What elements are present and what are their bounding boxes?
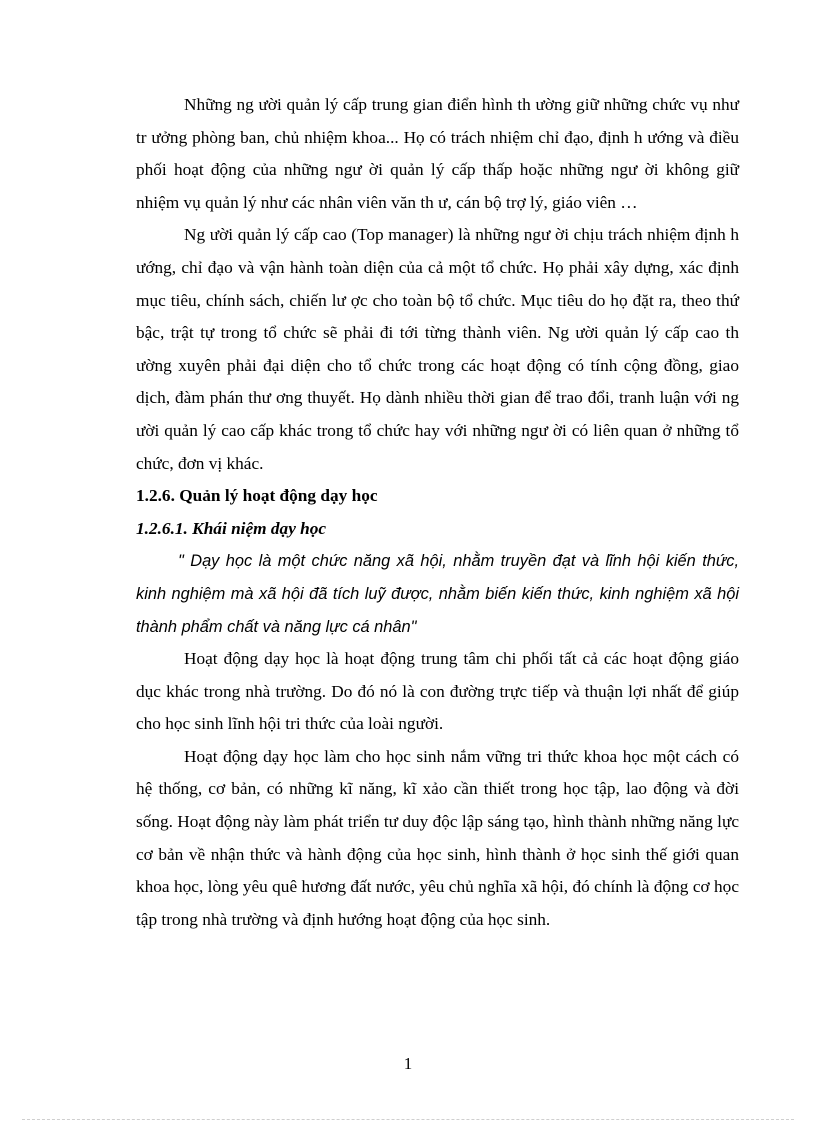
subsection-heading: 1.2.6.1. Khái niệm dạy học: [136, 518, 327, 538]
paragraph-teaching-effects: Hoạt động dạy học làm cho học sinh nắm vững tri thức khoa học một cách có hệ thống, cơ bản, có những kĩ năng, kĩ xảo cần thiết trong học tập, lao động và đời sống. Hoạt động này làm phát triển tư duy độc lập sáng tạo, hình thành những năng lực cơ bản về nhận thức và hành động của học sinh, hình thành ở học sinh thế giới quan khoa học, lòng yêu quê hương đất nước, yêu chủ nghĩa xã hội, đó chính là động cơ học tập trong nhà trường và định hướng hoạt động của học sinh.: [136, 746, 739, 929]
footer-divider: [22, 1119, 794, 1120]
page-body: [136, 89, 739, 936]
paragraph-top-managers: Ng ười quản lý cấp cao (Top manager) là những ngư ời chịu trách nhiệm định h ướng, chỉ đạo và vận hành toàn diện của cả một tổ chức. Họ phải xây dựng, xác định mục tiêu, chính sách, chiến lư ợc cho toàn bộ tổ chức. Mục tiêu do họ đặt ra, theo thứ bậc, trật tự trong tổ chức sẽ phải đi tới từng thành viên. Ng ười quản lý cấp cao th ường xuyên phải đại diện cho tổ chức trong các hoạt động có tính cộng đồng, giao dịch, đàm phán thư ơng thuyết. Họ dành nhiều thời gian để trao đổi, tranh luận với ng ười quản lý cao cấp khác trong tổ chức hay với những ngư ời có liên quan ở những tổ chức, đơn vị khác.: [136, 225, 739, 473]
paragraph-teaching-central: Hoạt động dạy học là hoạt động trung tâm chi phối tất cả các hoạt động giáo dục khác trong nhà trường. Do đó nó là con đường trực tiếp và thuận lợi nhất để giúp cho học sinh lĩnh hội tri thức của loài người.: [136, 649, 739, 734]
paragraph-middle-managers: Những ng ười quản lý cấp trung gian điển hình th ường giữ những chức vụ như tr ưởng phòng ban, chủ nhiệm khoa... Họ có trách nhiệm chỉ đạo, định h ướng và điều phối hoạt động của những ngư ời quản lý cấp thấp hoặc những ngư ời không giữ nhiệm vụ quản lý như các nhân viên văn th ư, cán bộ trợ lý, giáo viên …: [136, 95, 739, 212]
section-heading: 1.2.6. Quản lý hoạt động dạy học: [136, 486, 378, 506]
definition-quote: " Dạy học là một chức năng xã hội, nhằm truyền đạt và lĩnh hội kiến thức, kinh nghiệm mà xã hội đã tích luỹ được, nhằm biến kiến thức, kinh nghiệm xã hội thành phẩm chất và năng lực cá nhân": [136, 552, 739, 636]
page-number: 1: [403, 1054, 413, 1073]
